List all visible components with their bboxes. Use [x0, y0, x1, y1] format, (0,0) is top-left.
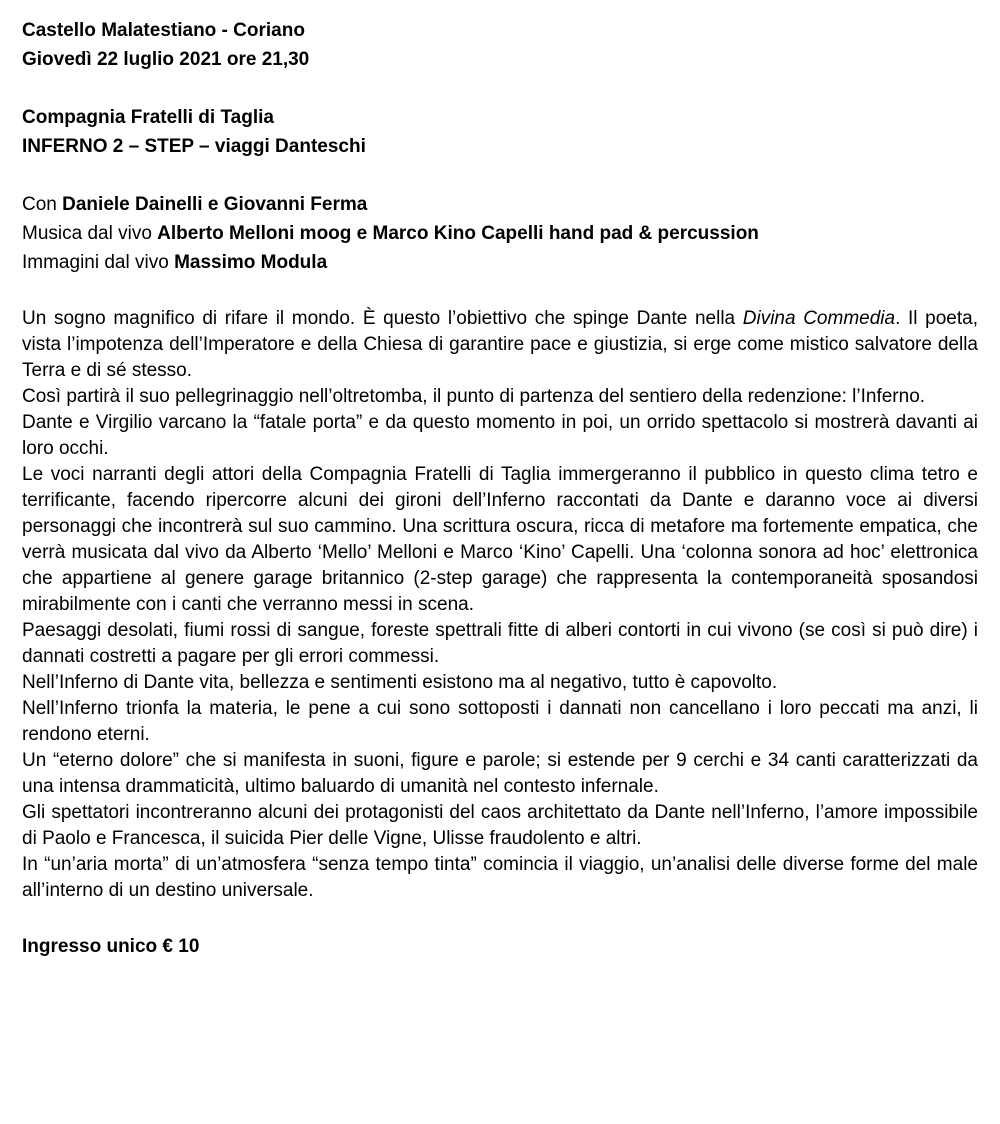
venue-line: Castello Malatestiano - Coriano — [22, 20, 305, 41]
cast-names: Daniele Dainelli e Giovanni Ferma — [62, 194, 368, 215]
paragraph-text: Un sogno magnifico di rifare il mondo. È questo l’obiettivo che spinge Dante nella — [22, 308, 743, 329]
images-prefix: Immagini dal vivo — [22, 252, 175, 273]
show-info — [22, 103, 978, 161]
paragraph: Paesaggi desolati, fiumi rossi di sangue, foreste spettrali fitte di alberi contorti in cui vivono (se così si può dire) i dannati costretti a pagare per gli errori commessi. — [22, 620, 978, 667]
event-header — [22, 16, 978, 74]
work-title: Divina Commedia — [742, 308, 896, 329]
spacer — [22, 161, 978, 190]
paragraph: Un “eterno dolore” che si manifesta in suoni, figure e parole; si estende per 9 cerchi e 34 canti caratterizzati da una intensa drammaticità, ultimo baluardo di umanità nel contesto infernale. — [22, 750, 978, 797]
paragraph: Nell’Inferno di Dante vita, bellezza e sentimenti esistono ma al negativo, tutto è capovolto. — [22, 672, 778, 693]
ticket-price: Ingresso unico € 10 — [22, 936, 200, 957]
cast-prefix: Con — [22, 194, 63, 215]
cast-line — [22, 190, 978, 219]
paragraph: Le voci narranti degli attori della Compagnia Fratelli di Taglia immergeranno il pubblico in questo clima tetro e terrificante, facendo ripercorre alcuni dei gironi dell’Inferno raccontati da Dante e daranno voce ai diversi personaggi che incontrerà sul suo cammino. Una scrittura oscura, ricca di metafore ma fortemente empatica, che verrà musicata dal vivo da Alberto ‘Mello’ Melloni e Marco ‘Kino’ Capelli. Una ‘colonna sonora ad hoc’ elettronica che appartiene al genere garage britannico (2-step garage) che rappresenta la contemporaneità sposandosi mirabilmente con i canti che verranno messi in scena. — [22, 464, 978, 615]
paragraph: Nell’Inferno trionfa la materia, le pene a cui sono sottoposti i dannati non cancellano i loro peccati ma anzi, li rendono eterni. — [22, 698, 978, 745]
description-body — [22, 306, 978, 904]
paragraph: Gli spettatori incontreranno alcuni dei protagonisti del caos architettato da Dante nell’Inferno, l’amore impossibile di Paolo e Francesca, il suicida Pier delle Vigne, Ulisse fraudolento e altri. — [22, 802, 978, 849]
paragraph: In “un’aria morta” di un’atmosfera “senza tempo tinta” comincia il viaggio, un’analisi delle diverse forme del male all’interno di un destino universale. — [22, 854, 978, 901]
paragraph — [22, 306, 978, 384]
music-prefix: Musica dal vivo — [22, 223, 158, 244]
paragraph-text: . Il poeta, vista l’impotenza dell’Imperatore e della Chiesa di garantire pace e giustizia, si erge come mistico salvatore della Terra e di sé stesso. — [22, 308, 978, 381]
images-names: Massimo Modula — [174, 252, 328, 273]
spacer — [22, 904, 978, 932]
paragraph: Così partirà il suo pellegrinaggio nell’oltretomba, il punto di partenza del sentiero della redenzione: l’Inferno. — [22, 386, 926, 407]
company-line: Compagnia Fratelli di Taglia — [22, 107, 274, 128]
spacer — [22, 277, 978, 306]
images-line — [22, 248, 978, 277]
music-names: Alberto Melloni moog e Marco Kino Capelli hand pad & percussion — [157, 223, 759, 244]
date-line: Giovedì 22 luglio 2021 ore 21,30 — [22, 49, 310, 70]
credits — [22, 190, 978, 277]
music-line — [22, 219, 978, 248]
paragraph: Dante e Virgilio varcano la “fatale porta” e da questo momento in poi, un orrido spettacolo si mostrerà davanti ai loro occhi. — [22, 412, 978, 459]
show-title: INFERNO 2 – STEP – viaggi Danteschi — [22, 136, 366, 157]
spacer — [22, 74, 978, 103]
